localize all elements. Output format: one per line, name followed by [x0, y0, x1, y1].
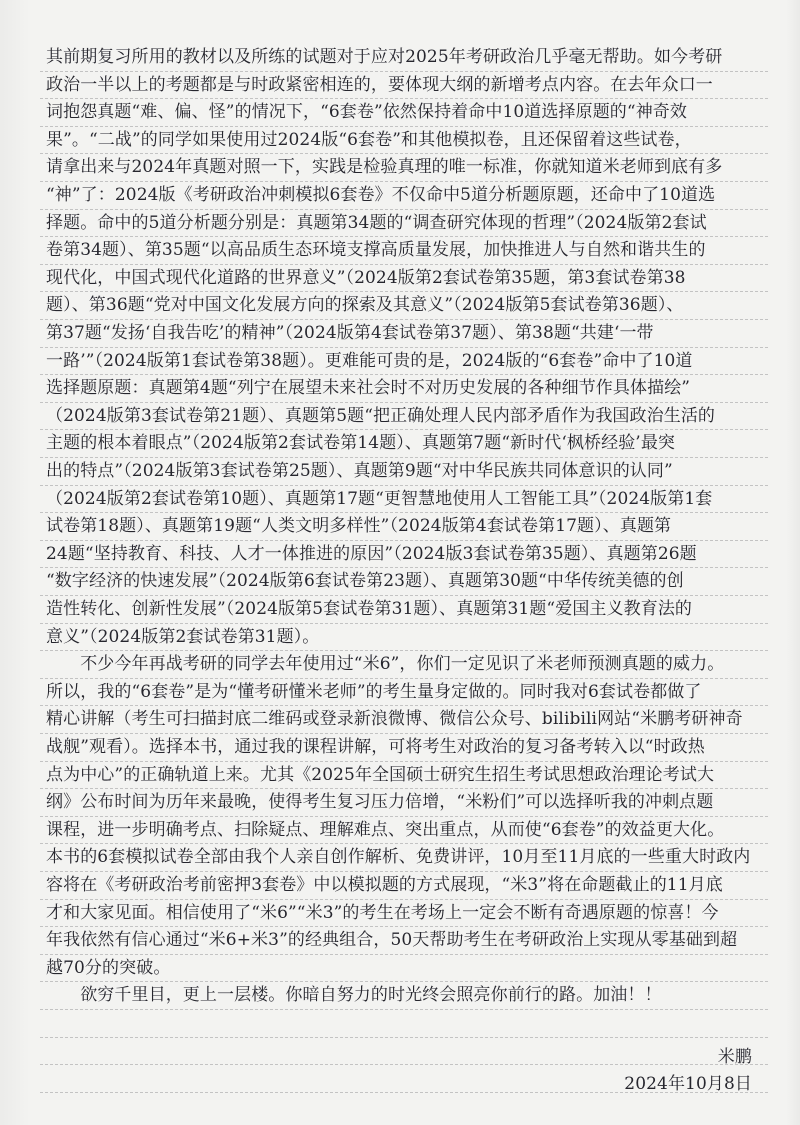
- text-line: 政治一半以上的考题都是与时政紧密相连的，要体现大纲的新增考点内容。在去年众口一: [46, 74, 713, 95]
- text-line: 择题。命中的5道分析题分别是：真题第34题的“调查研究体现的哲理”（2024版第2套试: [46, 212, 707, 233]
- text-line: 词抱怨真题“难、偏、怪”的情况下，“6套卷”依然保持着命中10道选择原题的“神奇效: [46, 102, 688, 123]
- text-line: 精心讲解（考生可扫描封底二维码或登录新浪微博、微信公众号、bilibili网站“米鹏考研神奇: [46, 709, 743, 730]
- text-line: 出的特点”（2024版第3套试卷第25题）、真题第9题“对中华民族共同体意识的认同”: [46, 461, 673, 481]
- page-edge-shadow: [786, 0, 800, 1125]
- text-line: 所以，我的“6套卷”是为“懂考研懂米老师”的考生量身定做的。同时我对6套试卷都做了: [46, 681, 702, 702]
- ruled-line: [40, 1037, 768, 1038]
- text-line: “数字经济的快速发展”（2024版第6套试卷第23题）、真题第30题“中华传统美德的创: [46, 571, 684, 592]
- text-line: 题）、第36题“党对中国文化发展方向的探索及其意义”（2024版第5套试卷第36题）、: [46, 295, 684, 316]
- text-line: 现代化，中国式现代化道路的世界意义”（2024版第2套试卷第35题，第3套试卷第38: [46, 267, 686, 288]
- text-line: 课程，进一步明确考点、扫除疑点、理解难点、突出重点，从而使“6套卷”的效益更大化。: [46, 819, 725, 840]
- text-line: 容将在《考研政治考前密押3套卷》中以模拟题的方式展现，“米3”将在命题截止的11月底: [46, 875, 723, 895]
- text-line: 越70分的突破。: [46, 957, 171, 978]
- text-line: “神”了：2024版《考研政治冲刺模拟6套卷》不仅命中5道分析题原题，还命中了10道选: [46, 185, 716, 205]
- text-line: 试卷第18题）、真题第19题“人类文明多样性”（2024版第4套试卷第17题）、真题第: [46, 516, 672, 537]
- text-line: 24题“坚持教育、科技、人才一体推进的原因”（2024版3套试卷第35题）、真题第26题: [46, 543, 697, 564]
- text-line: 才和大家见面。相信使用了“米6”“米3”的考生在考场上一定会不断有奇遇原题的惊喜！今: [46, 902, 719, 923]
- text-line: 主题的根本着眼点”（2024版第2套试卷第14题）、真题第7题“新时代‘枫桥经验’最突: [46, 433, 676, 454]
- text-line: 选择题原题：真题第4题“列宁在展望未来社会时不对历史发展的各种细节作具体描绘”: [46, 378, 691, 399]
- ruled-line: [40, 1064, 768, 1065]
- signature: 米鹏: [717, 1046, 752, 1067]
- text-line: 造性转化、创新性发展”（2024版第5套试卷第31题）、真题第31题“爱国主义教育法的: [46, 599, 693, 619]
- text-line: 点为中心”的正确轨道上来。尤其《2025年全国硕士研究生招生考试思想政治理论考试大: [46, 764, 715, 785]
- text-line: 年我依然有信心通过“米6+米3”的经典组合，50天帮助考生在考研政治上实现从零基础到超: [46, 930, 738, 951]
- text-line: 卷第34题）、第35题“以高品质生态环境支撑高质量发展，加快推进人与自然和谐共生的: [46, 240, 706, 261]
- text-line: （2024版第2套试卷第10题）、真题第17题“更智慧地使用人工智能工具”（2024版第1套: [46, 488, 713, 509]
- text-line: 战舰”观看）。选择本书，通过我的课程讲解，可将考生对政治的复习备考转入以“时政热: [46, 737, 705, 757]
- text-line: 请拿出来与2024年真题对照一下，实践是检验真理的唯一标准，你就知道米老师到底有多: [46, 157, 723, 178]
- text-line: 其前期复习所用的教材以及所练的试题对于应对2025年考研政治几乎毫无帮助。如今考研: [46, 47, 723, 67]
- text-line: 本书的6套模拟试卷全部由我个人亲自创作解析、免费讲评，10月至11月底的一些重大时政内: [46, 847, 751, 868]
- text-line: 第37题“发扬‘自我告吃’的精神”（2024版第4套试卷第37题）、第38题“共建‘一带: [46, 323, 654, 343]
- text-line: 一路’”（2024版第1套试卷第38题）。更难能可贵的是，2024版的“6套卷”命中了10道: [46, 350, 693, 371]
- text-line: 欲穷千里目，更上一层楼。你暗自努力的时光终会照亮你前行的路。加油！！: [46, 985, 662, 1006]
- signature-date: 2024年10月8日: [624, 1074, 752, 1095]
- text-line: 意义”（2024版第2套试卷第31题）。: [46, 626, 320, 647]
- text-line: 果”。“二战”的同学如果使用过2024版“6套卷”和其他模拟卷，且还保留着这些试卷，: [46, 129, 692, 150]
- text-line: 纲》公布时间为历年来最晚，使得考生复习压力倍增，“米粉们”可以选择听我的冲刺点题: [46, 792, 714, 813]
- text-line: （2024版第3套试卷第21题）、真题第5题“把正确处理人民内部矛盾作为我国政治生活的: [46, 405, 716, 426]
- text-line: 不少今年再战考研的同学去年使用过“米6”，你们一定见识了米老师预测真题的威力。: [46, 654, 725, 675]
